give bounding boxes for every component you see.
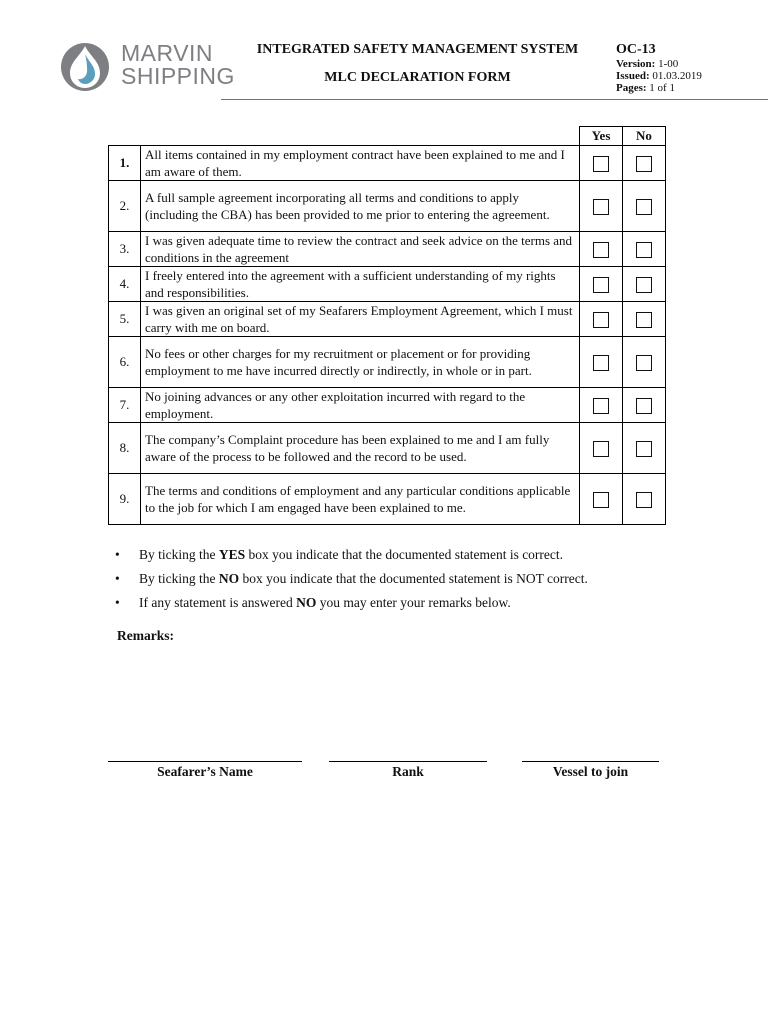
yes-checkbox[interactable]	[593, 199, 609, 215]
yes-checkbox-cell[interactable]	[580, 388, 623, 423]
yes-checkbox[interactable]	[593, 156, 609, 172]
row-number: 2.	[109, 181, 141, 232]
table-row	[109, 232, 666, 267]
pages-value: 1 of 1	[649, 82, 675, 94]
yes-checkbox-cell[interactable]	[580, 423, 623, 474]
yes-checkbox[interactable]	[593, 277, 609, 293]
row-number: 8.	[109, 423, 141, 474]
remarks-label: Remarks:	[117, 628, 174, 643]
row-number: 1.	[109, 146, 141, 181]
table-row	[109, 337, 666, 388]
no-column-header: No	[623, 127, 666, 146]
yes-checkbox-cell[interactable]	[580, 146, 623, 181]
no-checkbox[interactable]	[636, 242, 652, 258]
yes-checkbox[interactable]	[593, 441, 609, 457]
no-checkbox[interactable]	[636, 492, 652, 508]
instruction-text-post: box you indicate that the documented statement is NOT correct.	[239, 571, 588, 586]
table-row	[109, 181, 666, 232]
row-statement: I freely entered into the agreement with a sufficient understanding of my rights and responsibilities.	[141, 267, 580, 302]
marvin-drop-logo-icon	[60, 42, 110, 92]
table-row	[109, 146, 666, 181]
yes-checkbox-cell[interactable]	[580, 474, 623, 525]
system-title: INTEGRATED SAFETY MANAGEMENT SYSTEM	[256, 42, 579, 57]
seafarer-name-line[interactable]	[108, 761, 302, 762]
bullet-glyph: •	[115, 595, 120, 610]
rank-label: Rank	[392, 764, 424, 779]
version-value: 1-00	[658, 58, 679, 70]
row-number: 9.	[109, 474, 141, 525]
row-statement: The terms and conditions of employment and any particular conditions applicable to the job for which I am engaged have been explained to me.	[141, 474, 580, 525]
yes-checkbox[interactable]	[593, 398, 609, 414]
row-number: 6.	[109, 337, 141, 388]
pages-label: Pages:	[616, 82, 647, 94]
yes-checkbox-cell[interactable]	[580, 232, 623, 267]
bullet-glyph: •	[115, 571, 120, 586]
no-checkbox-cell[interactable]	[623, 388, 666, 423]
declaration-table	[108, 126, 666, 525]
header-blank-cell	[109, 127, 580, 146]
document-code: OC-13	[616, 42, 656, 57]
instruction-text-bold: YES	[218, 547, 246, 562]
yes-checkbox-cell[interactable]	[580, 267, 623, 302]
issued-label: Issued:	[616, 70, 650, 82]
no-checkbox[interactable]	[636, 277, 652, 293]
no-checkbox[interactable]	[636, 156, 652, 172]
row-statement: All items contained in my employment contract have been explained to me and I am aware of them.	[141, 146, 580, 181]
instruction-text-post: you may enter your remarks below.	[316, 595, 511, 610]
no-checkbox[interactable]	[636, 312, 652, 328]
rank-line[interactable]	[329, 761, 487, 762]
yes-checkbox[interactable]	[593, 312, 609, 328]
company-logo	[60, 40, 235, 95]
pages-line	[616, 82, 675, 94]
row-statement: No joining advances or any other exploitation incurred with regard to the employment.	[141, 388, 580, 423]
logo-line-2: SHIPPING	[121, 63, 235, 89]
no-checkbox-cell[interactable]	[623, 232, 666, 267]
yes-checkbox[interactable]	[593, 492, 609, 508]
instruction-list	[115, 546, 715, 618]
header-rule	[221, 99, 768, 100]
table-header-row	[109, 127, 666, 146]
yes-checkbox[interactable]	[593, 242, 609, 258]
instruction-text-pre: By ticking the	[139, 571, 219, 586]
table-row	[109, 267, 666, 302]
row-number: 7.	[109, 388, 141, 423]
no-checkbox[interactable]	[636, 355, 652, 371]
seafarer-name-label: Seafarer’s Name	[157, 764, 253, 779]
instruction-item	[115, 546, 715, 570]
no-checkbox-cell[interactable]	[623, 181, 666, 232]
no-checkbox-cell[interactable]	[623, 267, 666, 302]
table-row	[109, 388, 666, 423]
issued-line	[616, 70, 702, 82]
instruction-text-bold: NO	[296, 595, 317, 610]
issued-value: 01.03.2019	[652, 70, 702, 82]
instruction-item	[115, 570, 715, 594]
row-number: 5.	[109, 302, 141, 337]
yes-checkbox-cell[interactable]	[580, 181, 623, 232]
table-row	[109, 423, 666, 474]
no-checkbox-cell[interactable]	[623, 337, 666, 388]
instruction-text-post: box you indicate that the documented statement is correct.	[245, 547, 564, 562]
no-checkbox-cell[interactable]	[623, 474, 666, 525]
version-label: Version:	[616, 58, 656, 70]
yes-checkbox-cell[interactable]	[580, 302, 623, 337]
table-row	[109, 302, 666, 337]
vessel-line[interactable]	[522, 761, 659, 762]
yes-column-header: Yes	[580, 127, 623, 146]
logo-wordmark	[121, 42, 235, 88]
no-checkbox-cell[interactable]	[623, 302, 666, 337]
instruction-text-pre: If any statement is answered	[139, 595, 297, 610]
row-number: 3.	[109, 232, 141, 267]
no-checkbox-cell[interactable]	[623, 423, 666, 474]
bullet-glyph: •	[115, 547, 120, 562]
row-statement: I was given an original set of my Seafarers Employment Agreement, which I must carry with me on board.	[141, 302, 580, 337]
instruction-item	[115, 594, 715, 618]
instruction-text-pre: By ticking the	[139, 547, 219, 562]
table-row	[109, 474, 666, 525]
no-checkbox[interactable]	[636, 398, 652, 414]
no-checkbox-cell[interactable]	[623, 146, 666, 181]
logo-line-1: MARVIN	[121, 40, 214, 66]
row-statement: The company’s Complaint procedure has been explained to me and I am fully aware of the process to be followed and the record to be used.	[141, 423, 580, 474]
row-number: 4.	[109, 267, 141, 302]
no-checkbox[interactable]	[636, 441, 652, 457]
form-title: MLC DECLARATION FORM	[324, 70, 511, 85]
yes-checkbox-cell[interactable]	[580, 337, 623, 388]
row-statement: I was given adequate time to review the contract and seek advice on the terms and conditions in the agreement	[141, 232, 580, 267]
yes-checkbox[interactable]	[593, 355, 609, 371]
instruction-text-bold: NO	[218, 571, 240, 586]
row-statement: A full sample agreement incorporating all terms and conditions to apply (including the CBA) has been provided to me prior to entering the agreement.	[141, 181, 580, 232]
no-checkbox[interactable]	[636, 199, 652, 215]
row-statement: No fees or other charges for my recruitment or placement or for providing employment to me have incurred directly or indirectly, in whole or in part.	[141, 337, 580, 388]
vessel-label: Vessel to join	[552, 764, 629, 779]
version-line	[616, 58, 678, 70]
